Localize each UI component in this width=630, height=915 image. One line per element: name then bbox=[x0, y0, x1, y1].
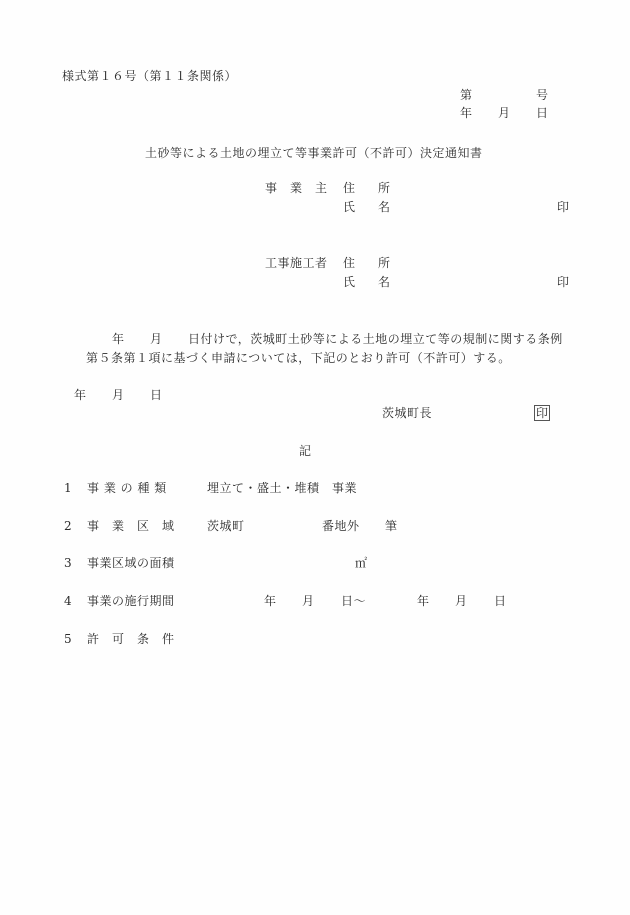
item-1-label: 事 業 の 種 類 bbox=[87, 481, 167, 495]
contractor-address-label-1: 住 bbox=[343, 256, 356, 270]
body-month: 月 bbox=[150, 332, 163, 346]
item-4-label: 事業の施行期間 bbox=[87, 594, 175, 608]
item-5-label: 許 可 条 件 bbox=[87, 632, 175, 646]
contractor-name-label-2: 名 bbox=[378, 275, 391, 289]
reference-date-month: 月 bbox=[498, 106, 511, 120]
item-4-start-year: 年 bbox=[264, 594, 277, 608]
ki-heading: 記 bbox=[299, 444, 312, 458]
item-5-number: 5 bbox=[64, 632, 73, 646]
item-2-town: 茨城町 bbox=[207, 519, 245, 533]
issuer-title: 茨城町長 bbox=[382, 406, 433, 420]
item-4-end-year: 年 bbox=[417, 594, 430, 608]
business-owner-name-label-1: 氏 bbox=[343, 200, 356, 214]
item-2-label: 事 業 区 域 bbox=[87, 519, 175, 533]
business-owner-address-label-1: 住 bbox=[343, 181, 356, 195]
business-owner-seal: 印 bbox=[557, 200, 570, 214]
contractor-label: 工事施工者 bbox=[265, 256, 328, 270]
item-3-unit: ㎡ bbox=[355, 556, 368, 570]
reference-date-day: 日 bbox=[536, 106, 549, 120]
business-owner-label: 事 業 主 bbox=[265, 181, 328, 195]
issuer-seal: 印 bbox=[536, 406, 549, 420]
business-owner-name-label-2: 名 bbox=[378, 200, 391, 214]
form-number: 様式第１６号（第１１条関係） bbox=[62, 69, 238, 83]
issue-date-month: 月 bbox=[112, 388, 125, 402]
contractor-seal: 印 bbox=[557, 275, 570, 289]
business-owner-address-label-2: 所 bbox=[378, 181, 391, 195]
item-3-number: 3 bbox=[64, 556, 73, 570]
body-line1: 日付けで，茨城町土砂等による土地の埋立て等の規制に関する条例 bbox=[188, 332, 563, 346]
item-1-value: 埋立て・盛土・堆積 事業 bbox=[207, 481, 358, 495]
item-4-number: 4 bbox=[64, 594, 73, 608]
issue-date-year: 年 bbox=[74, 388, 87, 402]
item-4-end-day: 日 bbox=[494, 594, 507, 608]
reference-number-suffix: 号 bbox=[536, 88, 549, 102]
item-4-start-month: 月 bbox=[302, 594, 315, 608]
body-year: 年 bbox=[112, 332, 125, 346]
body-line2: 第５条第１項に基づく申請については，下記のとおり許可（不許可）する。 bbox=[86, 351, 511, 365]
item-2-lot: 番地外 bbox=[322, 519, 360, 533]
item-1-number: 1 bbox=[64, 481, 73, 495]
contractor-address-label-2: 所 bbox=[378, 256, 391, 270]
document-title: 土砂等による土地の埋立て等事業許可（不許可）決定通知書 bbox=[145, 146, 483, 160]
item-3-label: 事業区域の面積 bbox=[87, 556, 175, 570]
reference-number-prefix: 第 bbox=[460, 88, 473, 102]
item-2-number: 2 bbox=[64, 519, 73, 533]
contractor-name-label-1: 氏 bbox=[343, 275, 356, 289]
item-2-parcel: 筆 bbox=[385, 519, 398, 533]
item-4-end-month: 月 bbox=[455, 594, 468, 608]
item-4-start-day: 日～ bbox=[341, 594, 367, 608]
issue-date-day: 日 bbox=[150, 388, 163, 402]
reference-date-year: 年 bbox=[460, 106, 473, 120]
